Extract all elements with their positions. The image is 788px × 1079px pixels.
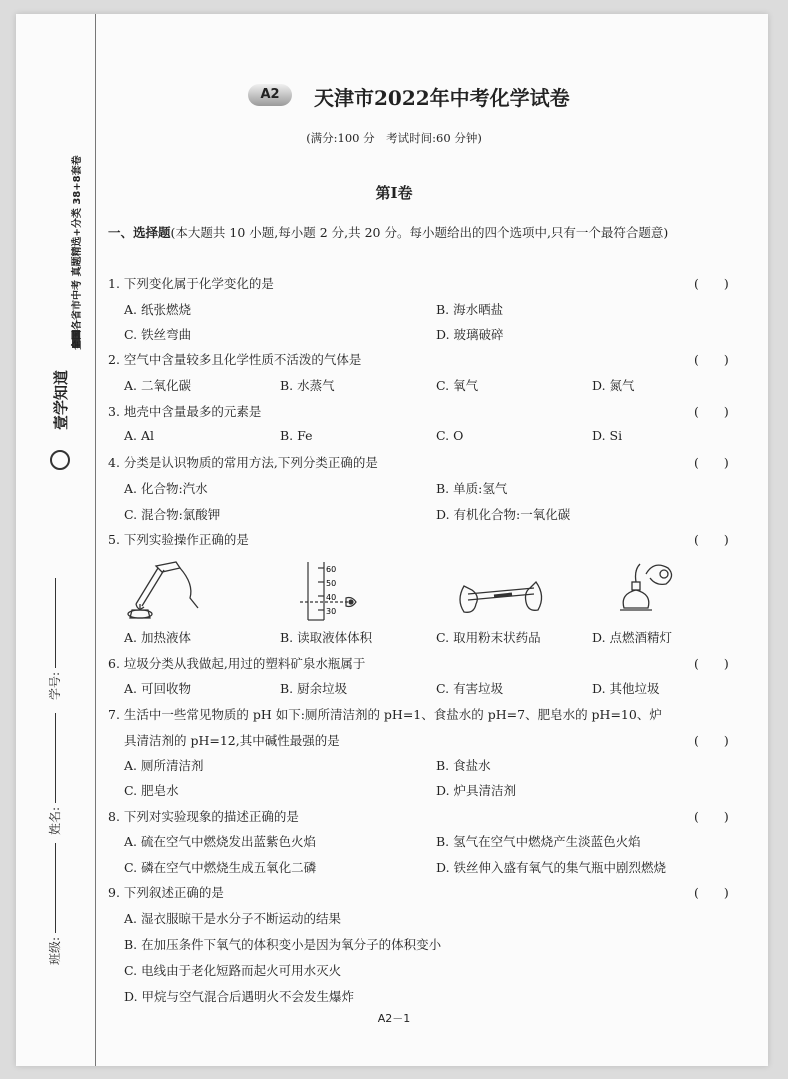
answer-paren[interactable]: ( )	[694, 656, 729, 671]
paper-subtitle: (满分:100 分 考试时间:60 分钟)	[306, 131, 482, 145]
option: A. 硫在空气中燃烧发出蓝紫色火焰	[124, 834, 316, 849]
option: B. 读取液体体积	[280, 630, 373, 645]
option: D. 有机化合物:一氧化碳	[436, 507, 571, 522]
student-id-field[interactable]	[46, 578, 63, 700]
option: C. 铁丝弯曲	[124, 327, 192, 342]
brand-name: 壹学知道	[52, 369, 70, 430]
option: B. 海水晒盐	[436, 302, 504, 317]
option: C. O	[436, 428, 464, 443]
option: D. 炉具清洁剂	[436, 783, 517, 798]
option: D. 甲烷与空气混合后遇明火不会发生爆炸	[124, 989, 355, 1004]
question-stem: 6. 垃圾分类从我做起,用过的塑料矿泉水瓶属于	[108, 656, 366, 671]
option: A. Al	[124, 428, 154, 443]
class-field[interactable]	[46, 843, 63, 965]
option: A. 厕所清洁剂	[124, 758, 204, 773]
scale-tick: 50	[326, 579, 337, 588]
option: B. Fe	[280, 428, 313, 443]
name-label: 姓名:	[48, 806, 62, 835]
answer-paren[interactable]: ( )	[694, 276, 729, 291]
answer-paren[interactable]: ( )	[694, 404, 729, 419]
option: B. 在加压条件下氧气的体积变小是因为氧分子的体积变小	[124, 937, 442, 952]
option: B. 厨余垃圾	[280, 681, 348, 696]
graduated-cylinder-figure	[290, 560, 380, 622]
option: C. 混合物:氯酸钾	[124, 507, 221, 522]
answer-paren[interactable]: ( )	[694, 733, 729, 748]
option: C. 磷在空气中燃烧生成五氧化二磷	[124, 860, 317, 875]
section-intro	[108, 222, 748, 244]
answer-paren[interactable]: ( )	[694, 455, 729, 470]
title-row	[148, 82, 768, 112]
option: A. 化合物:汽水	[124, 481, 208, 496]
scale-tick: 30	[326, 607, 337, 616]
option: C. 有害垃圾	[436, 681, 504, 696]
question-stem: 8. 下列对实验现象的描述正确的是	[108, 809, 299, 824]
question-stem: 9. 下列叙述正确的是	[108, 885, 224, 900]
powder-sampling-figure	[450, 560, 550, 622]
question-stem: 1. 下列变化属于化学变化的是	[108, 276, 274, 291]
answer-paren[interactable]: ( )	[694, 809, 729, 824]
option: D. 铁丝伸入盛有氧气的集气瓶中剧烈燃烧	[436, 860, 667, 875]
question-stem: 4. 分类是认识物质的常用方法,下列分类正确的是	[108, 455, 378, 470]
option: D. 其他垃圾	[592, 681, 660, 696]
part-heading: 第Ⅰ卷	[375, 184, 413, 202]
section-heading: 一、选择题	[108, 225, 171, 240]
option: C. 电线由于老化短路而起火可用水灭火	[124, 963, 342, 978]
option: C. 肥皂水	[124, 783, 179, 798]
option: C. 氧气	[436, 378, 479, 393]
scale-tick: 40	[326, 593, 337, 602]
binding-line	[95, 14, 96, 1066]
question-stem: 5. 下列实验操作正确的是	[108, 532, 249, 547]
student-id-label: 学号:	[48, 671, 62, 700]
section-desc: (本大题共 10 小题,每小题 2 分,共 20 分。每小题给出的四个选项中,只有一个最符合题意)	[170, 225, 669, 240]
answer-paren[interactable]: ( )	[694, 352, 729, 367]
page-number: A2－1	[377, 1012, 411, 1025]
option: C. 取用粉末状药品	[436, 630, 541, 645]
question-stem: 7. 生活中一些常见物质的 pH 如下:厕所清洁剂的 pH=1、食盐水的 pH=7、肥皂水的 pH=10、炉	[108, 707, 662, 722]
option: B. 食盐水	[436, 758, 491, 773]
option: D. Si	[592, 428, 623, 443]
option: A. 纸张燃烧	[124, 302, 191, 317]
option: B. 水蒸气	[280, 378, 335, 393]
option: A. 加热液体	[124, 630, 191, 645]
option: B. 氢气在空气中燃烧产生淡蓝色火焰	[436, 834, 641, 849]
option: D. 玻璃破碎	[436, 327, 504, 342]
class-label: 班级:	[48, 936, 62, 965]
option: A. 二氧化碳	[124, 378, 191, 393]
question-stem-cont: 具清洁剂的 pH=12,其中碱性最强的是	[124, 733, 340, 748]
series-name: 全国各省市中考 真题精选+分类 38+8套卷	[72, 155, 83, 350]
brand-logo-icon	[50, 450, 70, 470]
question-stem: 2. 空气中含量较多且化学性质不活泼的气体是	[108, 352, 362, 367]
heating-liquid-figure	[118, 560, 218, 622]
option: D. 点燃酒精灯	[592, 630, 673, 645]
option: A. 湿衣服晾干是水分子不断运动的结果	[124, 911, 341, 926]
option: D. 氮气	[592, 378, 635, 393]
alcohol-lamp-figure	[606, 560, 686, 622]
answer-paren[interactable]: ( )	[694, 532, 729, 547]
question-stem: 3. 地壳中含量最多的元素是	[108, 404, 262, 419]
paper-title: 天津市2022年中考化学试卷	[314, 86, 570, 110]
paper-badge: A2	[248, 84, 292, 106]
answer-paren[interactable]: ( )	[694, 885, 729, 900]
scale-tick: 60	[326, 565, 337, 574]
option: B. 单质:氢气	[436, 481, 508, 496]
name-field[interactable]	[46, 713, 63, 835]
option: A. 可回收物	[124, 681, 191, 696]
